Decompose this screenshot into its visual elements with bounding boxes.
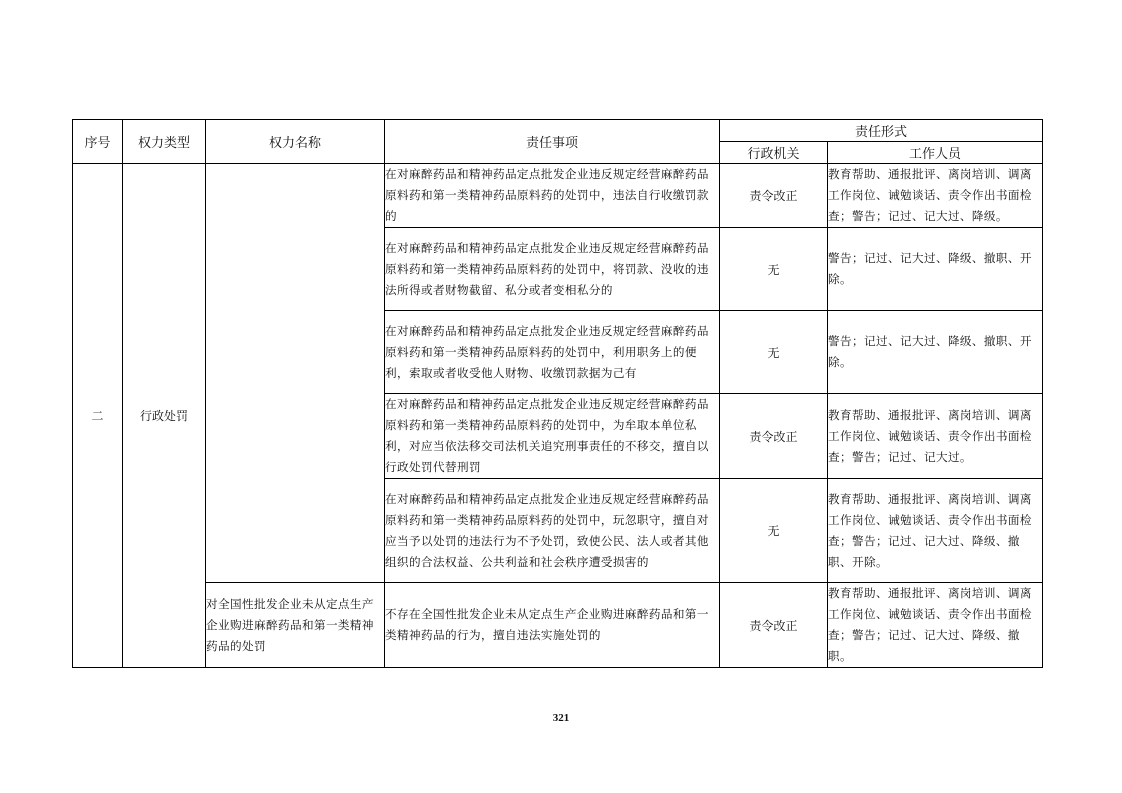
matter-cell: 在对麻醉药品和精神药品定点批发企业违反规定经营麻醉药品原料药和第一类精神药品原料药的处罚中，将罚款、没收的违法所得或者财物截留、私分或者变相私分的 [385, 228, 720, 311]
header-name: 权力名称 [206, 120, 385, 164]
matter-cell: 在对麻醉药品和精神药品定点批发企业违反规定经营麻醉药品原料药和第一类精神药品原料药的处罚中，利用职务上的便利，索取或者收受他人财物、收缴罚款据为己有 [385, 311, 720, 394]
header-row-1 [73, 120, 1043, 142]
staff-cell: 教育帮助、通报批评、离岗培训、调离工作岗位、诫勉谈话、责令作出书面检查；警告；记过、记大过、降级。 [828, 164, 1043, 228]
power-name-cell [206, 164, 385, 583]
agency-cell: 责令改正 [720, 394, 828, 479]
header-seq: 序号 [73, 120, 123, 164]
header-form: 责任形式 [720, 120, 1043, 142]
matter-cell: 不存在全国性批发企业未从定点生产企业购进麻醉药品和第一类精神药品的行为，擅自违法实施处罚的 [385, 583, 720, 668]
power-name-cell: 对全国性批发企业未从定点生产企业购进麻醉药品和第一类精神药品的处罚 [206, 583, 385, 668]
responsibility-table [72, 119, 1043, 668]
matter-cell: 在对麻醉药品和精神药品定点批发企业违反规定经营麻醉药品原料药和第一类精神药品原料药的处罚中，玩忽职守，擅自对应当予以处罚的违法行为不予处罚，致使公民、法人或者其他组织的合法权益、公共利益和社会秩序遭受损害的 [385, 479, 720, 583]
agency-cell: 责令改正 [720, 583, 828, 668]
group-type: 行政处罚 [123, 164, 206, 668]
matter-cell: 在对麻醉药品和精神药品定点批发企业违反规定经营麻醉药品原料药和第一类精神药品原料药的处罚中，违法自行收缴罚款的 [385, 164, 720, 228]
staff-cell: 教育帮助、通报批评、离岗培训、调离工作岗位、诫勉谈话、责令作出书面检查；警告；记过、记大过。 [828, 394, 1043, 479]
group-seq: 二 [73, 164, 123, 668]
staff-cell: 警告；记过、记大过、降级、撤职、开除。 [828, 311, 1043, 394]
table-row [73, 164, 1043, 228]
header-matters: 责任事项 [385, 120, 720, 164]
agency-cell: 责令改正 [720, 164, 828, 228]
agency-cell: 无 [720, 479, 828, 583]
header-agency: 行政机关 [720, 142, 828, 164]
staff-cell: 教育帮助、通报批评、离岗培训、调离工作岗位、诫勉谈话、责令作出书面检查；警告；记过、记大过、降级、撤职、开除。 [828, 479, 1043, 583]
agency-cell: 无 [720, 311, 828, 394]
table-row [73, 583, 1043, 668]
staff-cell: 教育帮助、通报批评、离岗培训、调离工作岗位、诫勉谈话、责令作出书面检查；警告；记过、记大过、降级、撤职。 [828, 583, 1043, 668]
staff-cell: 警告；记过、记大过、降级、撤职、开除。 [828, 228, 1043, 311]
header-type: 权力类型 [123, 120, 206, 164]
header-staff: 工作人员 [828, 142, 1043, 164]
agency-cell: 无 [720, 228, 828, 311]
page-number: 321 [552, 712, 570, 724]
matter-cell: 在对麻醉药品和精神药品定点批发企业违反规定经营麻醉药品原料药和第一类精神药品原料药的处罚中，为牟取本单位私利，对应当依法移交司法机关追究刑事责任的不移交，擅自以行政处罚代替刑罚 [385, 394, 720, 479]
